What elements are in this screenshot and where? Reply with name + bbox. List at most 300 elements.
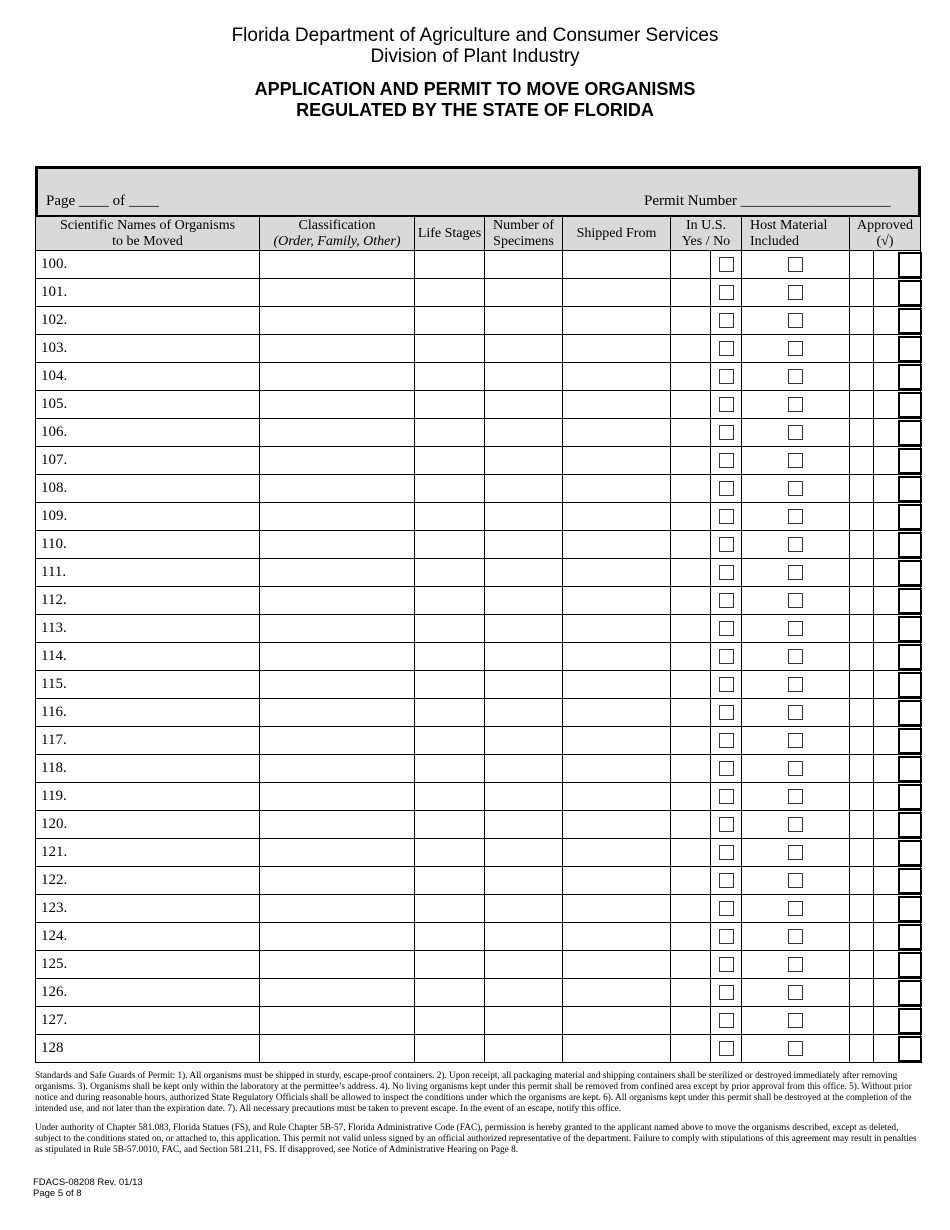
specimens-cell[interactable]: [563, 643, 671, 671]
approved-cell: [874, 1007, 921, 1035]
approved-checkbox[interactable]: [898, 588, 922, 614]
shipped-from-cell[interactable]: [671, 699, 711, 727]
classification-cell[interactable]: [415, 643, 485, 671]
specimens-cell[interactable]: [563, 307, 671, 335]
host-material-cell[interactable]: [850, 503, 874, 531]
approved-checkbox[interactable]: [898, 1036, 922, 1062]
specimens-cell[interactable]: [563, 503, 671, 531]
life-stages-cell[interactable]: [485, 363, 563, 391]
specimens-cell[interactable]: [563, 615, 671, 643]
in-us-yes-checkbox[interactable]: [719, 453, 734, 468]
shipped-from-cell[interactable]: [671, 419, 711, 447]
in-us-yes-checkbox[interactable]: [719, 761, 734, 776]
in-us-yes-checkbox[interactable]: [719, 509, 734, 524]
in-us-yes-checkbox[interactable]: [719, 733, 734, 748]
in-us-yes-checkbox[interactable]: [719, 537, 734, 552]
host-material-cell[interactable]: [850, 755, 874, 783]
classification-cell[interactable]: [415, 587, 485, 615]
specimens-cell[interactable]: [563, 755, 671, 783]
classification-cell[interactable]: [415, 783, 485, 811]
host-material-cell[interactable]: [850, 951, 874, 979]
page-number-field[interactable]: Page ____ of ____: [46, 193, 159, 209]
specimens-cell[interactable]: [563, 475, 671, 503]
shipped-from-cell[interactable]: [671, 615, 711, 643]
classification-cell[interactable]: [415, 335, 485, 363]
host-material-cell[interactable]: [850, 895, 874, 923]
life-stages-cell[interactable]: [485, 811, 563, 839]
in-us-no-checkbox[interactable]: [788, 929, 803, 944]
scientific-name-cell[interactable]: [260, 279, 415, 307]
in-us-yes-cell: [711, 363, 742, 391]
shipped-from-cell[interactable]: [671, 895, 711, 923]
classification-cell[interactable]: [415, 391, 485, 419]
table-row: [36, 643, 921, 671]
approved-cell: [874, 335, 921, 363]
in-us-yes-checkbox[interactable]: [719, 845, 734, 860]
in-us-yes-cell: [711, 811, 742, 839]
host-material-cell[interactable]: [850, 363, 874, 391]
life-stages-cell[interactable]: [485, 587, 563, 615]
in-us-yes-checkbox[interactable]: [719, 677, 734, 692]
shipped-from-cell[interactable]: [671, 1035, 711, 1063]
life-stages-cell[interactable]: [485, 867, 563, 895]
shipped-from-cell[interactable]: [671, 587, 711, 615]
shipped-from-cell[interactable]: [671, 391, 711, 419]
in-us-no-checkbox[interactable]: [788, 761, 803, 776]
in-us-no-cell: [742, 783, 850, 811]
in-us-no-checkbox[interactable]: [788, 621, 803, 636]
specimens-cell[interactable]: [563, 587, 671, 615]
host-material-cell[interactable]: [850, 783, 874, 811]
shipped-from-cell[interactable]: [671, 307, 711, 335]
in-us-no-checkbox[interactable]: [788, 397, 803, 412]
approved-checkbox[interactable]: [898, 476, 922, 502]
scientific-name-cell[interactable]: [260, 559, 415, 587]
table-header-row: [36, 217, 921, 251]
life-stages-cell[interactable]: [485, 335, 563, 363]
specimens-cell[interactable]: [563, 251, 671, 279]
classification-cell[interactable]: [415, 671, 485, 699]
classification-cell[interactable]: [415, 447, 485, 475]
in-us-no-checkbox[interactable]: [788, 1013, 803, 1028]
classification-cell[interactable]: [415, 867, 485, 895]
approved-checkbox[interactable]: [898, 924, 922, 950]
approved-checkbox[interactable]: [898, 644, 922, 670]
approved-checkbox[interactable]: [898, 840, 922, 866]
host-material-cell[interactable]: [850, 475, 874, 503]
host-material-cell[interactable]: [850, 615, 874, 643]
approved-checkbox[interactable]: [898, 420, 922, 446]
host-material-cell[interactable]: [850, 671, 874, 699]
host-material-cell[interactable]: [850, 307, 874, 335]
in-us-no-checkbox[interactable]: [788, 817, 803, 832]
classification-cell[interactable]: [415, 615, 485, 643]
life-stages-cell[interactable]: [485, 307, 563, 335]
specimens-cell[interactable]: [563, 783, 671, 811]
in-us-yes-cell: [711, 475, 742, 503]
scientific-name-cell[interactable]: [260, 727, 415, 755]
scientific-name-cell[interactable]: [260, 951, 415, 979]
specimens-cell[interactable]: [563, 279, 671, 307]
classification-cell[interactable]: [415, 895, 485, 923]
approved-checkbox[interactable]: [898, 336, 922, 362]
in-us-yes-checkbox[interactable]: [719, 1041, 734, 1056]
host-material-cell[interactable]: [850, 727, 874, 755]
table-row: [36, 559, 921, 587]
approved-cell: [874, 475, 921, 503]
in-us-no-checkbox[interactable]: [788, 873, 803, 888]
approved-checkbox[interactable]: [898, 448, 922, 474]
in-us-yes-checkbox[interactable]: [719, 481, 734, 496]
in-us-no-checkbox[interactable]: [788, 313, 803, 328]
in-us-yes-checkbox[interactable]: [719, 341, 734, 356]
host-material-cell[interactable]: [850, 979, 874, 1007]
in-us-no-checkbox[interactable]: [788, 369, 803, 384]
classification-cell[interactable]: [415, 363, 485, 391]
classification-cell[interactable]: [415, 755, 485, 783]
shipped-from-cell[interactable]: [671, 839, 711, 867]
approved-checkbox[interactable]: [898, 308, 922, 334]
in-us-yes-checkbox[interactable]: [719, 257, 734, 272]
life-stages-cell[interactable]: [485, 923, 563, 951]
standards-text: Standards and Safe Guards of Permit: 1). All organisms must be shipped in sturdy, escape-proof containers. 2). Upon receipt, all packaging material and shipping containers shall be sterilized or destroyed immediately after removing organisms. 3). Organisms shall be kept only within the laboratory at the permittee’s address. 4). No living organisms kept under this permit shall be removed from confined area except by prior approval from this office. 5). Without prior notice and during reasonable hours, authorized State Regulatory Officials shall be allowed to inspect the conditions under which the organisms are kept. 6). All organisms kept under this permit shall be destroyed at the completion of the intended use, and not later than the expiration date. 7). All necessary precautions must be taken to prevent escape. In the event of an escape, notify this office.: [35, 1071, 912, 1114]
life-stages-cell[interactable]: [485, 1035, 563, 1063]
in-us-yes-checkbox[interactable]: [719, 901, 734, 916]
classification-cell[interactable]: [415, 419, 485, 447]
row-number: 105.: [36, 391, 260, 419]
in-us-no-checkbox[interactable]: [788, 985, 803, 1000]
life-stages-cell[interactable]: [485, 727, 563, 755]
scientific-name-cell[interactable]: [260, 447, 415, 475]
host-material-cell[interactable]: [850, 559, 874, 587]
host-material-cell[interactable]: [850, 279, 874, 307]
shipped-from-cell[interactable]: [671, 1007, 711, 1035]
specimens-cell[interactable]: [563, 531, 671, 559]
classification-cell[interactable]: [415, 307, 485, 335]
in-us-no-checkbox[interactable]: [788, 341, 803, 356]
scientific-name-cell[interactable]: [260, 839, 415, 867]
shipped-from-cell[interactable]: [671, 671, 711, 699]
row-number: 115.: [36, 671, 260, 699]
shipped-from-cell[interactable]: [671, 951, 711, 979]
host-material-cell[interactable]: [850, 839, 874, 867]
scientific-name-cell[interactable]: [260, 531, 415, 559]
in-us-no-checkbox[interactable]: [788, 677, 803, 692]
scientific-name-cell[interactable]: [260, 335, 415, 363]
classification-cell[interactable]: [415, 559, 485, 587]
in-us-no-cell: [742, 699, 850, 727]
shipped-from-cell[interactable]: [671, 251, 711, 279]
host-material-cell[interactable]: [850, 335, 874, 363]
in-us-yes-checkbox[interactable]: [719, 649, 734, 664]
life-stages-cell[interactable]: [485, 251, 563, 279]
scientific-name-cell[interactable]: [260, 867, 415, 895]
host-material-cell[interactable]: [850, 811, 874, 839]
scientific-name-cell[interactable]: [260, 587, 415, 615]
specimens-cell[interactable]: [563, 895, 671, 923]
specimens-cell[interactable]: [563, 811, 671, 839]
specimens-cell[interactable]: [563, 699, 671, 727]
in-us-no-checkbox[interactable]: [788, 285, 803, 300]
scientific-name-cell[interactable]: [260, 251, 415, 279]
division-name: Division of Plant Industry: [370, 46, 580, 67]
shipped-from-cell[interactable]: [671, 727, 711, 755]
shipped-from-cell[interactable]: [671, 979, 711, 1007]
specimens-cell[interactable]: [563, 923, 671, 951]
classification-cell[interactable]: [415, 839, 485, 867]
in-us-yes-cell: [711, 643, 742, 671]
in-us-yes-cell: [711, 699, 742, 727]
classification-cell[interactable]: [415, 475, 485, 503]
classification-cell[interactable]: [415, 727, 485, 755]
in-us-no-checkbox[interactable]: [788, 565, 803, 580]
life-stages-cell[interactable]: [485, 979, 563, 1007]
specimens-cell[interactable]: [563, 1007, 671, 1035]
host-material-cell[interactable]: [850, 419, 874, 447]
in-us-yes-checkbox[interactable]: [719, 985, 734, 1000]
row-number: 109.: [36, 503, 260, 531]
specimens-cell[interactable]: [563, 671, 671, 699]
header-approved: Approved (√): [850, 217, 921, 251]
classification-cell[interactable]: [415, 811, 485, 839]
approved-checkbox[interactable]: [898, 560, 922, 586]
scientific-name-cell[interactable]: [260, 699, 415, 727]
approved-checkbox[interactable]: [898, 364, 922, 390]
approved-checkbox[interactable]: [898, 616, 922, 642]
specimens-cell[interactable]: [563, 867, 671, 895]
scientific-name-cell[interactable]: [260, 503, 415, 531]
host-material-cell[interactable]: [850, 867, 874, 895]
in-us-no-checkbox[interactable]: [788, 705, 803, 720]
life-stages-cell[interactable]: [485, 643, 563, 671]
scientific-name-cell[interactable]: [260, 643, 415, 671]
life-stages-cell[interactable]: [485, 895, 563, 923]
approved-checkbox[interactable]: [898, 1008, 922, 1034]
in-us-no-checkbox[interactable]: [788, 733, 803, 748]
life-stages-cell[interactable]: [485, 839, 563, 867]
specimens-cell[interactable]: [563, 839, 671, 867]
scientific-name-cell[interactable]: [260, 363, 415, 391]
in-us-no-checkbox[interactable]: [788, 845, 803, 860]
in-us-no-checkbox[interactable]: [788, 789, 803, 804]
approved-checkbox[interactable]: [898, 784, 922, 810]
in-us-no-checkbox[interactable]: [788, 1041, 803, 1056]
in-us-no-checkbox[interactable]: [788, 453, 803, 468]
in-us-yes-checkbox[interactable]: [719, 313, 734, 328]
approved-checkbox[interactable]: [898, 812, 922, 838]
scientific-name-cell[interactable]: [260, 755, 415, 783]
in-us-no-checkbox[interactable]: [788, 593, 803, 608]
host-material-cell[interactable]: [850, 531, 874, 559]
approved-checkbox[interactable]: [898, 672, 922, 698]
table-row: [36, 727, 921, 755]
in-us-no-cell: [742, 755, 850, 783]
host-material-cell[interactable]: [850, 251, 874, 279]
approved-checkbox[interactable]: [898, 728, 922, 754]
in-us-yes-checkbox[interactable]: [719, 929, 734, 944]
approved-checkbox[interactable]: [898, 896, 922, 922]
approved-checkbox[interactable]: [898, 252, 922, 278]
table-row: [36, 335, 921, 363]
scientific-name-cell[interactable]: [260, 419, 415, 447]
life-stages-cell[interactable]: [485, 475, 563, 503]
shipped-from-cell[interactable]: [671, 811, 711, 839]
classification-cell[interactable]: [415, 251, 485, 279]
life-stages-cell[interactable]: [485, 755, 563, 783]
classification-cell[interactable]: [415, 979, 485, 1007]
shipped-from-cell[interactable]: [671, 503, 711, 531]
life-stages-cell[interactable]: [485, 671, 563, 699]
table-row: [36, 447, 921, 475]
shipped-from-cell[interactable]: [671, 363, 711, 391]
approved-cell: [874, 643, 921, 671]
table-row: [36, 839, 921, 867]
shipped-from-cell[interactable]: [671, 867, 711, 895]
classification-cell[interactable]: [415, 531, 485, 559]
classification-cell[interactable]: [415, 279, 485, 307]
life-stages-cell[interactable]: [485, 419, 563, 447]
host-material-cell[interactable]: [850, 391, 874, 419]
shipped-from-cell[interactable]: [671, 643, 711, 671]
specimens-cell[interactable]: [563, 951, 671, 979]
classification-cell[interactable]: [415, 1007, 485, 1035]
in-us-yes-checkbox[interactable]: [719, 621, 734, 636]
in-us-yes-checkbox[interactable]: [719, 1013, 734, 1028]
classification-cell[interactable]: [415, 503, 485, 531]
approved-checkbox[interactable]: [898, 280, 922, 306]
scientific-name-cell[interactable]: [260, 923, 415, 951]
table-row: [36, 951, 921, 979]
row-number: 122.: [36, 867, 260, 895]
host-material-cell[interactable]: [850, 923, 874, 951]
host-material-cell[interactable]: [850, 587, 874, 615]
in-us-no-checkbox[interactable]: [788, 425, 803, 440]
host-material-cell[interactable]: [850, 699, 874, 727]
life-stages-cell[interactable]: [485, 447, 563, 475]
shipped-from-cell[interactable]: [671, 783, 711, 811]
approved-checkbox[interactable]: [898, 952, 922, 978]
scientific-name-cell[interactable]: [260, 475, 415, 503]
scientific-name-cell[interactable]: [260, 307, 415, 335]
specimens-cell[interactable]: [563, 335, 671, 363]
specimens-cell[interactable]: [563, 559, 671, 587]
shipped-from-cell[interactable]: [671, 531, 711, 559]
in-us-yes-checkbox[interactable]: [719, 705, 734, 720]
in-us-yes-checkbox[interactable]: [719, 369, 734, 384]
specimens-cell[interactable]: [563, 979, 671, 1007]
organism-table: [35, 216, 921, 1063]
shipped-from-cell[interactable]: [671, 923, 711, 951]
shipped-from-cell[interactable]: [671, 447, 711, 475]
in-us-yes-checkbox[interactable]: [719, 397, 734, 412]
host-material-cell[interactable]: [850, 643, 874, 671]
specimens-cell[interactable]: [563, 419, 671, 447]
life-stages-cell[interactable]: [485, 615, 563, 643]
shipped-from-cell[interactable]: [671, 335, 711, 363]
life-stages-cell[interactable]: [485, 1007, 563, 1035]
classification-cell[interactable]: [415, 923, 485, 951]
approved-checkbox[interactable]: [898, 868, 922, 894]
in-us-no-checkbox[interactable]: [788, 901, 803, 916]
in-us-yes-checkbox[interactable]: [719, 425, 734, 440]
host-material-cell[interactable]: [850, 1035, 874, 1063]
approved-checkbox[interactable]: [898, 532, 922, 558]
in-us-yes-checkbox[interactable]: [719, 957, 734, 972]
in-us-yes-cell: [711, 1035, 742, 1063]
shipped-from-cell[interactable]: [671, 559, 711, 587]
scientific-name-cell[interactable]: [260, 895, 415, 923]
scientific-name-cell[interactable]: [260, 1035, 415, 1063]
life-stages-cell[interactable]: [485, 559, 563, 587]
specimens-cell[interactable]: [563, 363, 671, 391]
life-stages-cell[interactable]: [485, 503, 563, 531]
specimens-cell[interactable]: [563, 727, 671, 755]
in-us-yes-cell: [711, 419, 742, 447]
scientific-name-cell[interactable]: [260, 811, 415, 839]
scientific-name-cell[interactable]: [260, 391, 415, 419]
in-us-no-checkbox[interactable]: [788, 957, 803, 972]
scientific-name-cell[interactable]: [260, 615, 415, 643]
shipped-from-cell[interactable]: [671, 279, 711, 307]
in-us-yes-checkbox[interactable]: [719, 285, 734, 300]
in-us-no-checkbox[interactable]: [788, 649, 803, 664]
approved-checkbox[interactable]: [898, 504, 922, 530]
row-number: 124.: [36, 923, 260, 951]
scientific-name-cell[interactable]: [260, 783, 415, 811]
specimens-cell[interactable]: [563, 447, 671, 475]
specimens-cell[interactable]: [563, 1035, 671, 1063]
in-us-yes-checkbox[interactable]: [719, 817, 734, 832]
approved-checkbox[interactable]: [898, 980, 922, 1006]
approved-checkbox[interactable]: [898, 700, 922, 726]
classification-cell[interactable]: [415, 1035, 485, 1063]
life-stages-cell[interactable]: [485, 783, 563, 811]
in-us-no-checkbox[interactable]: [788, 257, 803, 272]
shipped-from-cell[interactable]: [671, 755, 711, 783]
life-stages-cell[interactable]: [485, 391, 563, 419]
host-material-cell[interactable]: [850, 447, 874, 475]
permit-number-field[interactable]: Permit Number ____________________: [644, 193, 891, 209]
in-us-yes-checkbox[interactable]: [719, 873, 734, 888]
in-us-no-checkbox[interactable]: [788, 481, 803, 496]
scientific-name-cell[interactable]: [260, 671, 415, 699]
row-number: 108.: [36, 475, 260, 503]
scientific-name-cell[interactable]: [260, 979, 415, 1007]
table-row: [36, 587, 921, 615]
classification-cell[interactable]: [415, 699, 485, 727]
in-us-no-cell: [742, 615, 850, 643]
life-stages-cell[interactable]: [485, 699, 563, 727]
life-stages-cell[interactable]: [485, 531, 563, 559]
life-stages-cell[interactable]: [485, 951, 563, 979]
scientific-name-cell[interactable]: [260, 1007, 415, 1035]
life-stages-cell[interactable]: [485, 279, 563, 307]
approved-checkbox[interactable]: [898, 392, 922, 418]
approved-cell: [874, 783, 921, 811]
specimens-cell[interactable]: [563, 391, 671, 419]
in-us-yes-checkbox[interactable]: [719, 565, 734, 580]
in-us-yes-cell: [711, 559, 742, 587]
approved-checkbox[interactable]: [898, 756, 922, 782]
classification-cell[interactable]: [415, 951, 485, 979]
shipped-from-cell[interactable]: [671, 475, 711, 503]
in-us-yes-checkbox[interactable]: [719, 593, 734, 608]
host-material-cell[interactable]: [850, 1007, 874, 1035]
in-us-yes-checkbox[interactable]: [719, 789, 734, 804]
in-us-no-checkbox[interactable]: [788, 509, 803, 524]
in-us-no-checkbox[interactable]: [788, 537, 803, 552]
approved-cell: [874, 755, 921, 783]
